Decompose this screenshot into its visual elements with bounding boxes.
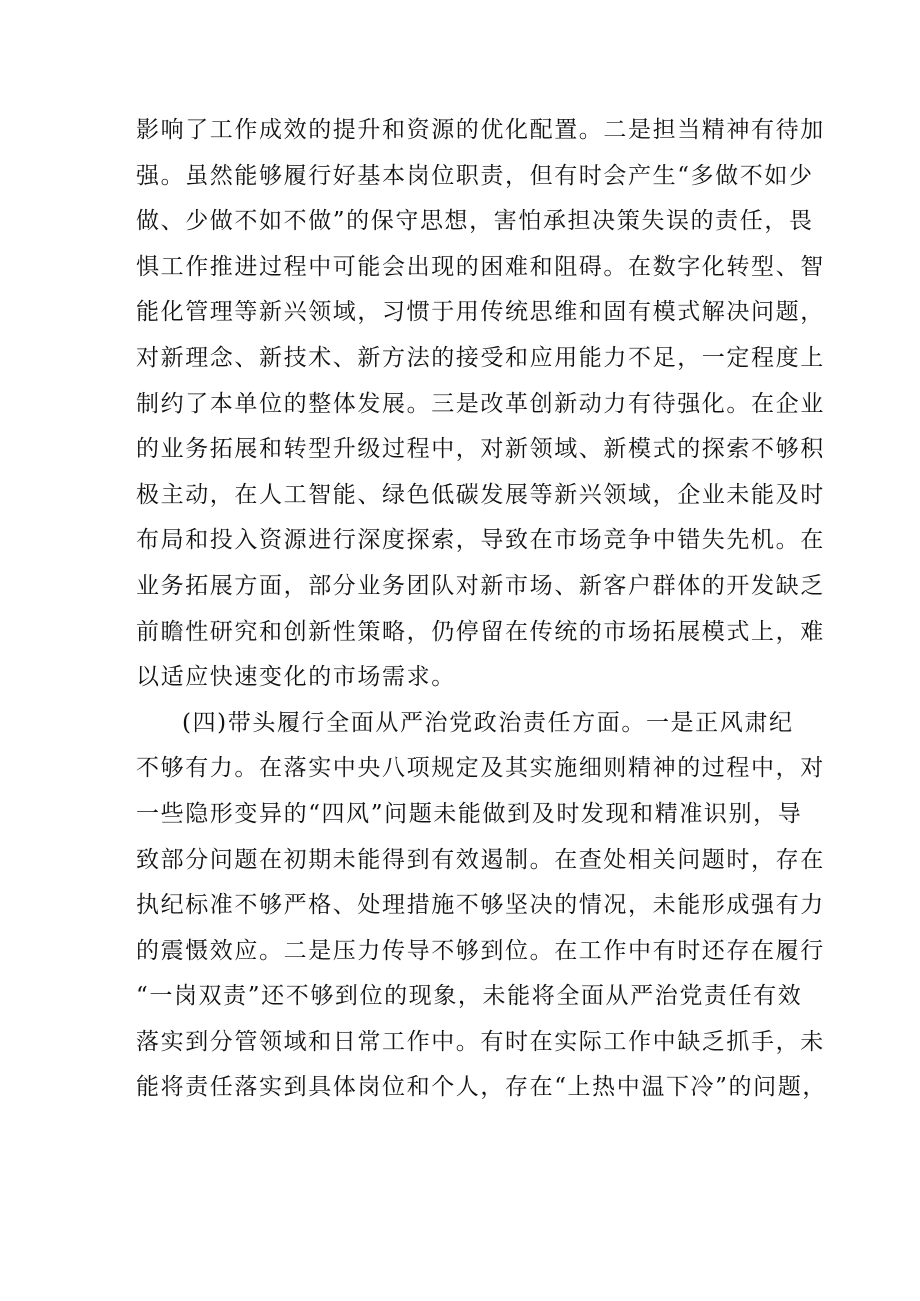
- text-line: 能化管理等新兴领域，习惯于用传统思维和固有模式解决问题，: [136, 299, 825, 326]
- text-line: 执纪标准不够严格、处理措施不够坚决的情况，未能形成强有力: [136, 892, 825, 919]
- text-line: 能将责任落实到具体岗位和个人，存在“上热中温下冷”的问题，: [136, 1074, 827, 1101]
- text-line: 的业务拓展和转型升级过程中，对新领域、新模式的探索不够积: [136, 436, 825, 463]
- text-line: 落实到分管领域和日常工作中。有时在实际工作中缺乏抓手，未: [136, 1028, 825, 1055]
- text-line: 极主动，在人工智能、绿色低碳发展等新兴领域，企业未能及时: [136, 481, 825, 508]
- text-line: 前瞻性研究和创新性策略，仍停留在传统的市场拓展模式上，难: [136, 618, 825, 645]
- text-line: “一岗双责”还不够到位的现象，未能将全面从严治党责任有效: [136, 983, 803, 1010]
- text-line: 不够有力。在落实中央八项规定及其实施细则精神的过程中，对: [136, 755, 825, 782]
- body-text: [136, 108, 827, 1111]
- text-line: 一些隐形变异的“四风”问题未能做到及时发现和精准识别，导: [136, 800, 803, 827]
- text-line: 制约了本单位的整体发展。三是改革创新动力有待强化。在企业: [136, 390, 825, 417]
- text-line: 影响了工作成效的提升和资源的优化配置。二是担当精神有待加: [136, 117, 825, 143]
- section-heading-line: (四)带头履行全面从严治党政治责任方面。一是正风肃纪: [182, 709, 794, 736]
- text-line: 以适应快速变化的市场需求。: [136, 664, 456, 691]
- text-line: 强。虽然能够履行好基本岗位职责，但有时会产生“多做不如少: [136, 162, 814, 189]
- text-line: 布局和投入资源进行深度探索，导致在市场竞争中错失先机。在: [136, 527, 825, 554]
- text-line: 对新理念、新技术、新方法的接受和应用能力不足，一定程度上: [136, 344, 825, 371]
- text-line: 惧工作推进过程中可能会出现的困难和阻碍。在数字化转型、智: [136, 253, 825, 280]
- text-line: 做、少做不如不做”的保守思想，害怕承担决策失误的责任，畏: [136, 208, 814, 235]
- text-line: 的震慑效应。二是压力传导不够到位。在工作中有时还存在履行: [136, 937, 825, 964]
- text-line: 业务拓展方面，部分业务团队对新市场、新客户群体的开发缺乏: [136, 572, 825, 599]
- text-line: 致部分问题在初期未能得到有效遏制。在查处相关问题时，存在: [136, 846, 825, 873]
